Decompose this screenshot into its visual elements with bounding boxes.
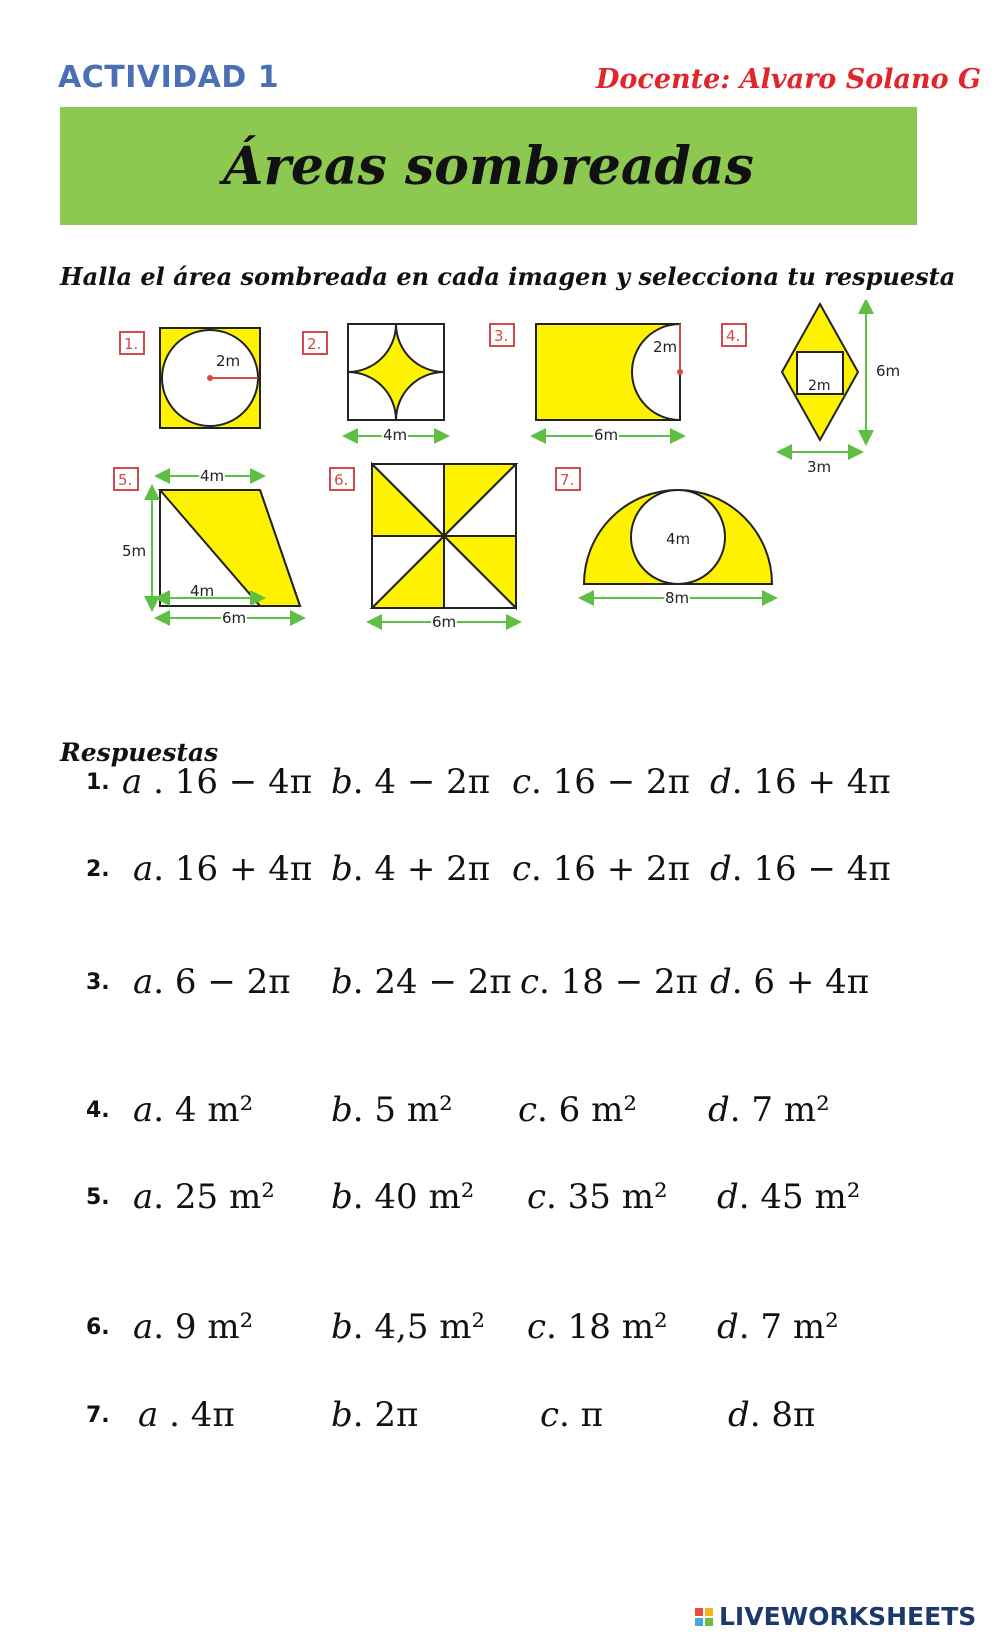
option-separator: . (546, 1177, 568, 1217)
figure-5 (114, 467, 300, 627)
figure-6 (330, 464, 516, 631)
answer-option-a[interactable] (133, 1307, 253, 1347)
option-expression: 40 m² (374, 1177, 475, 1217)
figure-2-number: 2. (307, 335, 322, 353)
option-letter: a (133, 1177, 154, 1217)
option-expression: 18 − 2π (560, 962, 699, 1002)
option-letter: a (122, 762, 143, 802)
question-row (0, 1090, 1000, 1136)
option-letter: d (710, 849, 732, 889)
option-letter: b (331, 849, 353, 889)
option-separator: . (731, 762, 754, 802)
option-separator: . (352, 1395, 375, 1435)
option-separator: . (738, 1307, 761, 1347)
option-expression: 16 + 4π (174, 849, 313, 889)
option-expression: 7 m² (751, 1090, 830, 1130)
figure-4-height-label: 6m (876, 362, 901, 380)
answer-option-d[interactable] (710, 762, 891, 802)
option-expression: 16 − 4π (753, 849, 891, 889)
option-separator: . (539, 962, 561, 1002)
question-row (0, 1307, 1000, 1353)
answers-heading: Respuestas (60, 738, 219, 767)
option-expression: 5 m² (374, 1090, 453, 1130)
option-letter: d (710, 762, 732, 802)
option-separator: . (153, 962, 175, 1002)
option-letter: a (138, 1395, 159, 1435)
option-expression: 45 m² (760, 1177, 861, 1217)
figure-3-radius-label: 2m (653, 338, 678, 356)
option-letter: c (520, 962, 540, 1002)
option-expression: 6 + 4π (753, 962, 870, 1002)
figure-4-number: 4. (726, 327, 741, 345)
question-number: 7. (86, 1403, 110, 1428)
question-row (0, 1177, 1000, 1223)
answer-option-c[interactable] (512, 762, 690, 802)
option-expression: 16 + 4π (753, 762, 891, 802)
answer-option-a[interactable] (122, 762, 312, 802)
option-separator: . (352, 1090, 375, 1130)
figure-5-width-label: 6m (222, 609, 247, 627)
figure-4 (722, 304, 900, 476)
option-letter: c (527, 1307, 547, 1347)
question-number: 1. (86, 770, 110, 795)
option-expression: 7 m² (760, 1307, 839, 1347)
option-separator: . (153, 1090, 175, 1130)
option-letter: b (331, 1090, 353, 1130)
answer-option-a[interactable] (133, 849, 312, 889)
figure-2 (303, 324, 444, 444)
answer-option-d[interactable] (708, 1090, 830, 1130)
answer-option-d[interactable] (710, 962, 869, 1002)
option-expression: 4 − 2π (374, 762, 491, 802)
footer-brand-text: LIVEWORKSHEETS (719, 1602, 977, 1631)
figure-7-width-label: 8m (665, 589, 690, 607)
figure-4-square-label: 2m (808, 378, 831, 394)
question-row (0, 962, 1000, 1008)
option-separator: . (537, 1090, 559, 1130)
option-separator: . (153, 1177, 175, 1217)
option-letter: d (710, 962, 732, 1002)
answer-option-c[interactable] (540, 1395, 603, 1435)
page-title: Áreas sombreadas (223, 135, 754, 197)
figure-3-width-label: 6m (594, 426, 619, 444)
option-letter: b (331, 962, 353, 1002)
figure-5-inner-label: 4m (190, 582, 215, 600)
instruction-text: Halla el área sombreada en cada imagen y selecciona tu respuesta (60, 262, 956, 291)
option-separator: . (352, 1177, 375, 1217)
option-letter: d (728, 1395, 750, 1435)
question-number: 4. (86, 1098, 110, 1123)
option-expression: 4,5 m² (374, 1307, 486, 1347)
option-expression: 16 − 2π (552, 762, 691, 802)
option-expression: 6 m² (558, 1090, 637, 1130)
option-letter: b (331, 1307, 353, 1347)
activity-label: ACTIVIDAD 1 (58, 60, 280, 95)
option-separator: . (531, 762, 553, 802)
option-expression: 4 + 2π (374, 849, 491, 889)
option-expression: 25 m² (174, 1177, 275, 1217)
option-letter: a (133, 1090, 154, 1130)
figure-6-number: 6. (334, 471, 349, 489)
answer-option-b[interactable] (331, 1307, 485, 1347)
figure-1 (120, 328, 260, 428)
option-expression: 9 m² (174, 1307, 254, 1347)
figure-3-number: 3. (494, 327, 509, 345)
question-row (0, 762, 1000, 808)
figure-7-diameter-label: 4m (666, 530, 691, 548)
answer-option-a[interactable] (138, 1395, 235, 1435)
option-letter: d (717, 1307, 739, 1347)
option-letter: c (540, 1395, 560, 1435)
figure-7-number: 7. (560, 471, 575, 489)
option-letter: b (331, 1177, 353, 1217)
figure-1-number: 1. (124, 335, 139, 353)
option-separator: . (729, 1090, 752, 1130)
figure-7 (556, 468, 772, 607)
option-separator: . (153, 1307, 175, 1347)
question-row (0, 1395, 1000, 1441)
figure-2-side-label: 4m (383, 426, 408, 444)
option-separator: . (749, 1395, 772, 1435)
option-separator: . (352, 849, 375, 889)
figure-3 (490, 324, 683, 444)
option-letter: d (708, 1090, 730, 1130)
option-expression: 6 − 2π (174, 962, 291, 1002)
option-separator: . (153, 849, 175, 889)
answer-option-b[interactable] (331, 849, 490, 889)
answer-option-c[interactable] (527, 1307, 668, 1347)
option-letter: a (133, 1307, 154, 1347)
answer-option-c[interactable] (512, 849, 690, 889)
answer-option-c[interactable] (518, 1090, 637, 1130)
option-separator: . (731, 962, 754, 1002)
option-letter: b (331, 1395, 353, 1435)
option-expression: 8π (771, 1395, 816, 1435)
teacher-name: Docente: Alvaro Solano G (596, 64, 982, 95)
answer-option-a[interactable] (133, 1090, 253, 1130)
answer-option-a[interactable] (133, 962, 291, 1002)
answer-option-d[interactable] (717, 1177, 860, 1217)
option-separator: . (559, 1395, 581, 1435)
option-letter: c (518, 1090, 538, 1130)
option-letter: b (331, 762, 353, 802)
liveworksheets-logo-icon (695, 1608, 713, 1626)
footer-brand (695, 1602, 976, 1631)
question-number: 6. (86, 1315, 110, 1340)
figure-4-width-label: 3m (807, 458, 832, 476)
figure-5-top-label: 4m (200, 467, 225, 485)
option-letter: d (717, 1177, 739, 1217)
option-expression: π (580, 1395, 604, 1435)
option-expression: 4 m² (174, 1090, 254, 1130)
option-letter: a (133, 962, 154, 1002)
figure-6-side-label: 6m (432, 613, 457, 631)
option-separator: . (738, 1177, 761, 1217)
title-banner (60, 107, 917, 225)
answer-option-b[interactable] (331, 962, 512, 1002)
option-letter: c (512, 762, 532, 802)
figures-panel (100, 300, 940, 660)
figure-1-radius-label: 2m (216, 352, 241, 370)
option-expression: 16 − 4π (174, 762, 313, 802)
answer-option-d[interactable] (717, 1307, 839, 1347)
option-separator: . (158, 1395, 191, 1435)
option-expression: 4π (190, 1395, 235, 1435)
option-separator: . (142, 762, 175, 802)
figure-5-height-label: 5m (122, 542, 147, 560)
option-separator: . (731, 849, 754, 889)
answer-option-b[interactable] (331, 1090, 453, 1130)
option-expression: 16 + 2π (552, 849, 691, 889)
question-number: 3. (86, 970, 110, 995)
answer-option-a[interactable] (133, 1177, 275, 1217)
option-separator: . (352, 762, 375, 802)
answer-option-c[interactable] (527, 1177, 668, 1217)
option-expression: 18 m² (567, 1307, 668, 1347)
question-number: 5. (86, 1185, 110, 1210)
option-letter: c (527, 1177, 547, 1217)
answer-option-d[interactable] (728, 1395, 815, 1435)
answer-option-d[interactable] (710, 849, 891, 889)
option-letter: c (512, 849, 532, 889)
answer-option-b[interactable] (331, 1395, 418, 1435)
answer-option-b[interactable] (331, 762, 490, 802)
option-expression: 2π (374, 1395, 419, 1435)
figure-5-number: 5. (118, 471, 133, 489)
option-expression: 24 − 2π (374, 962, 512, 1002)
option-separator: . (352, 962, 375, 1002)
option-expression: 35 m² (567, 1177, 668, 1217)
option-separator: . (546, 1307, 568, 1347)
answer-option-c[interactable] (520, 962, 698, 1002)
question-number: 2. (86, 857, 110, 882)
option-letter: a (133, 849, 154, 889)
option-separator: . (531, 849, 553, 889)
question-row (0, 849, 1000, 895)
option-separator: . (352, 1307, 375, 1347)
answer-option-b[interactable] (331, 1177, 474, 1217)
